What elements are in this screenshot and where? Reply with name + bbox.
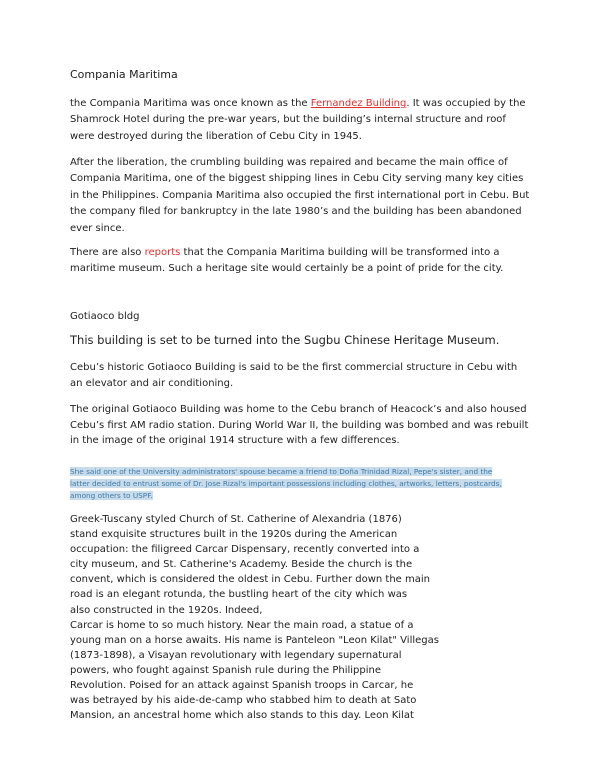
paragraph-3	[70, 245, 532, 278]
section-heading-compania-maritima: Compania Maritima	[70, 68, 178, 81]
text-line: city museum, and St. Catherine's Academy. Beside the church is the	[70, 559, 413, 571]
paragraph-3-text-b: that the Compania Maritima building will be transformed into a maritime museum. Such a heritage site would certainly be a point of pride for the city.	[70, 247, 504, 275]
fernandez-building-link[interactable]: Fernandez Building	[310, 98, 407, 109]
gotiaoco-paragraph-1: Cebu’s historic Gotiaoco Building is said to be the first commercial structure in Cebu with an elevator and air conditioning.	[70, 362, 518, 389]
text-line: stand exquisite structures built in the 1920s during the American	[70, 529, 398, 541]
text-line: Greek-Tuscany styled Church of St. Catherine of Alexandria (1876)	[70, 514, 402, 525]
paragraph-3-text-a: There are also	[70, 247, 145, 258]
text-line: convent, which is considered the oldest in Cebu. Further down the main	[70, 574, 430, 586]
highlighted-quote-text: She said one of the University administrators' spouse became a friend to Doña Trinidad Rizal, Pepe's sister, and the latter decided to entrust some of Dr. Jose Rizal's important possessions including clothes, artworks, letters, postcards, among others to USPF.	[70, 467, 502, 500]
highlighted-quote	[70, 466, 512, 502]
text-line: young man on a horse awaits. His name is Panteleon "Leon Kilat" Villegas	[70, 634, 439, 646]
text-line: Revolution. Poised for an attack against Spanish troops in Carcar, he	[70, 680, 414, 692]
paragraph-1-text-a: the Compania Maritima was once known as the	[70, 98, 311, 109]
text-line: occupation: the filigreed Carcar Dispensary, recently converted into a	[70, 544, 420, 556]
paragraph-1	[70, 96, 532, 145]
reports-link[interactable]: reports	[144, 247, 181, 258]
text-line: Carcar is home to so much history. Near the main road, a statue of a	[70, 619, 414, 631]
carcar-text-block	[70, 512, 510, 723]
text-line: was betrayed by his aide-de-camp who stabbed him to death at Sato	[70, 695, 417, 707]
paragraph-1-text-b: . It was occupied by the Shamrock Hotel during the pre-war years, but the building’s internal structure and roof were destroyed during the liberation of Cebu City in 1945.	[70, 98, 526, 142]
gotiaoco-subheading: This building is set to be turned into the Sugbu Chinese Heritage Museum.	[70, 333, 500, 347]
paragraph-2: After the liberation, the crumbling building was repaired and became the main office of Compania Maritima, one of the biggest shipping lines in Cebu City serving many key cities in the Philippines. Compania Maritima also occupied the first international port in Cebu. But the company filed for bankruptcy in the late 1980’s and the building has been abandoned ever since.	[70, 157, 530, 234]
gotiaoco-paragraph-2: The original Gotiaoco Building was home to the Cebu branch of Heacock’s and also housed Cebu’s first AM radio station. During World War II, the building was bombed and was rebuilt in the image of the original 1914 structure with a few differences.	[70, 404, 529, 446]
text-line: Mansion, an ancestral home which also stands to this day. Leon Kilat	[70, 710, 414, 722]
text-line: road is an elegant rotunda, the bustling heart of the city which was	[70, 589, 408, 601]
section-heading-gotiaoco: Gotiaoco bldg	[70, 311, 140, 322]
text-line: also constructed in the 1920s. Indeed,	[70, 604, 263, 616]
text-line: (1873-1898), a Visayan revolutionary with legendary supernatural	[70, 649, 402, 661]
text-line: powers, who fought against Spanish rule during the Philippine	[70, 664, 382, 676]
